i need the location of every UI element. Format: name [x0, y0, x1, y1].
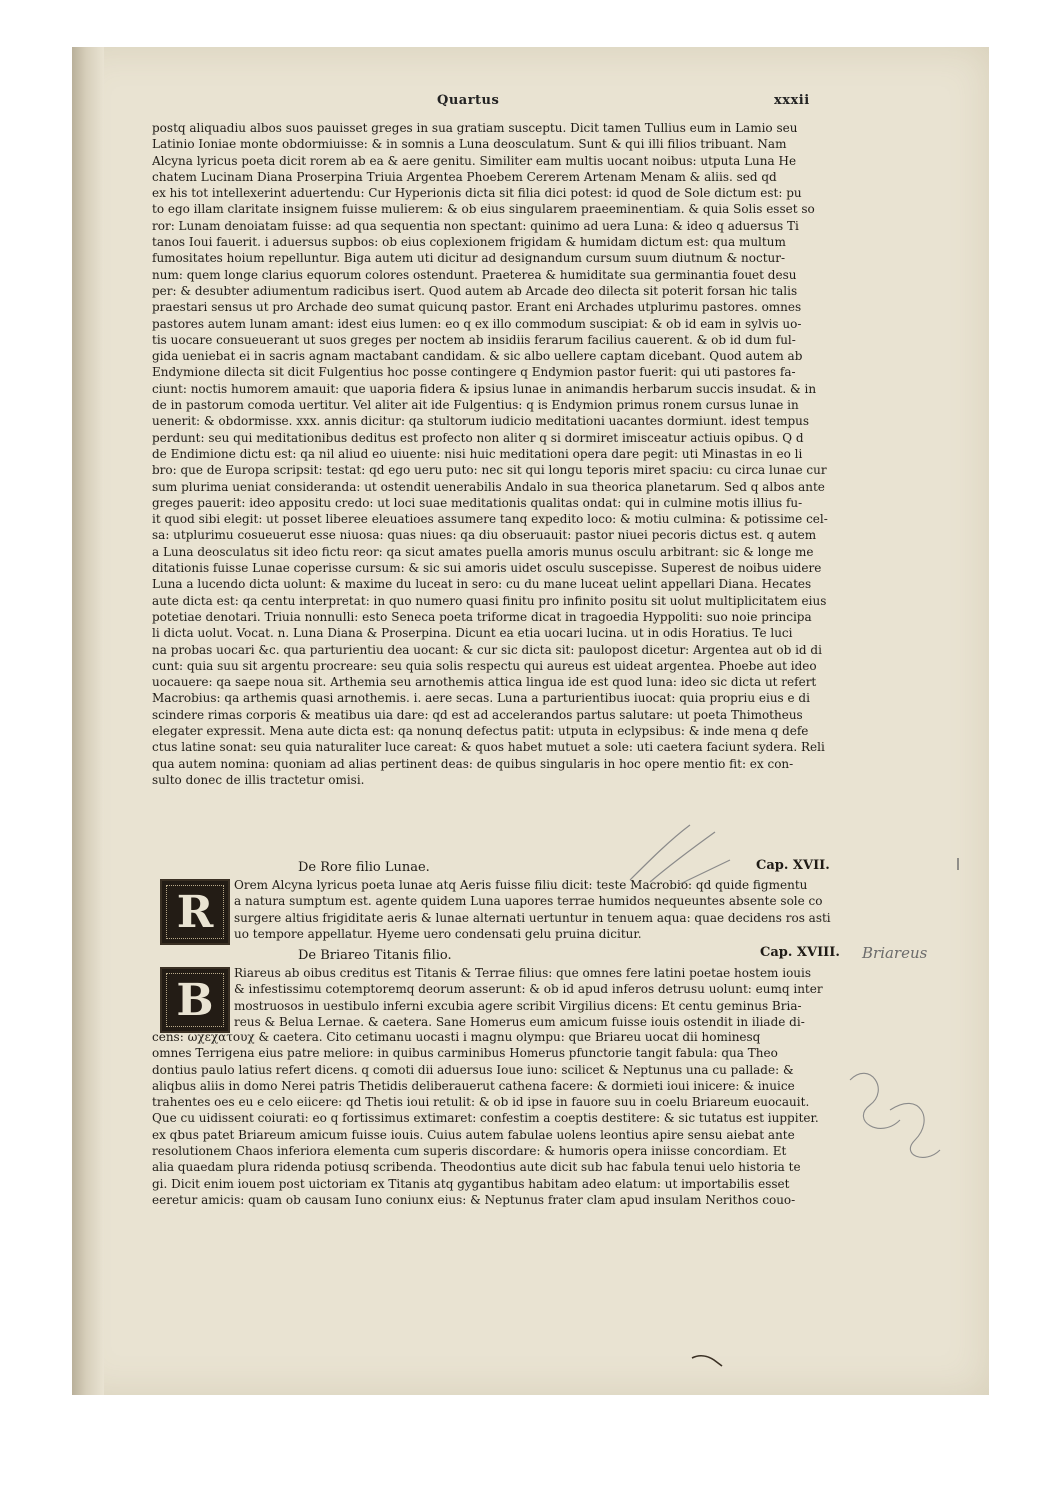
text-line: li dicta uolut. Vocat. n. Luna Diana & Proserpina. Dicunt ea etia uocari lucina. ut in odis Horatius. Te luci	[152, 626, 793, 641]
text-line: trahentes oes eu e celo eiicere: qd Thetis ioui retulit: & ob id ipse in fauore suu in coelu Briareum euocauit.	[152, 1095, 810, 1110]
initial-letter: B	[176, 974, 214, 1026]
text-line: ex qbus patet Briareum amicum fuisse iouis. Cuius autem fabulae uolens leontius apire sensu aiebat ante	[152, 1127, 795, 1142]
text-line: gida ueniebat ei in sacris agnam mactabant candidam. & sic albo uellere captam dicebant. Quod autem ab	[152, 349, 803, 364]
text-line: ror: Lunam denoiatam fuisse: ad qua sequentia non spectant: quinimo ad uera Luna: & ideo q aduersus Ti	[152, 218, 799, 233]
text-line: tanos Ioui fauerit. i aduersus supbos: ob eius coplexionem frigidam & humidam dictum est: qua multum	[152, 235, 786, 250]
text-line: praestari sensus ut pro Archade deo sumat quicunq pastor. Erant eni Archades utplurimu pastores. omnes	[152, 300, 802, 315]
text-line: postq aliquadiu albos suos pauisset greges in sua gratiam susceptu. Dicit tamen Tullius eum in Lamio seu	[152, 121, 798, 135]
text-line: pastores autem lunam amant: idest eius lumen: eo q ex illo commodum suscipiat: & ob id eam in sylvis uo-	[152, 316, 802, 331]
text-line: ctus latine sonat: seu quia naturaliter luce careat: & quos habet mutuet a sole: uti caetera faciunt sydera. Reli	[152, 740, 825, 755]
text-line: aliqbus aliis in domo Nerei patris Thetidis deliberauerut cathena facere: & dormieti ioui inicere: & inuice	[152, 1078, 795, 1093]
text-line: chatem Lucinam Diana Proserpina Triuia Argentea Phoebem Cererem Artenam Menam & aliis. sed qd	[152, 169, 777, 184]
text-line: uocauere: qa saepe noua sit. Arthemia seu arnothemis attica lingua ide est quod luna: ideo sic dicta ut refert	[152, 675, 817, 690]
text-line: tis uocare consueuerant ut suos greges per noctem ab insidiis ferarum facilius cauerent. & ob id dum ful-	[152, 332, 796, 347]
text-line: sa: utplurimu cosueuerut esse niuosa: quas niues: qa diu obseruauit: pastor niuei pecoris dictus est. q autem	[152, 528, 817, 543]
chapter-18-text	[234, 965, 860, 1030]
text-line: aute dicta est: qa centu interpretat: in quo numero quasi finitu pro infinito positu sit uolut multiplicitatem eius	[152, 593, 827, 608]
text-line: reus & Belua Lernae. & caetera. Sane Homerus eum amicum fuisse iouis ostendit in iliade di-	[234, 1014, 805, 1029]
text-line: sum plurima ueniat consideranda: ut ostendit uenerabilis Andalo in sua theorica planetarum. Sed q albos ante	[152, 479, 825, 494]
chapter-18-cap-label: Cap. XVIII.	[760, 945, 840, 960]
text-line: cens: ωχεχατουχ & caetera. Cito cetimanu uocasti i magnu olympu: que Briareu uocat dii hominesq	[152, 1030, 761, 1044]
text-line: a natura sumptum est. agente quidem Luna uapores terrae humidos nequeuntes absente sole co	[234, 894, 823, 909]
text-line: elegater expressit. Mena aute dicta est: qa nonunq defectus patit: utputa in eclypsibus: & inde mena q defe	[152, 723, 809, 738]
text-line: surgere altius frigiditate aeris & lunae alternati uertuntur in tenuem aqua: quae decidens ros asti	[234, 910, 831, 925]
handwritten-marginal-note: Briareus	[862, 944, 928, 962]
text-line: de Endimione dictu est: qa nil aliud eo uiuente: nisi huic meditationi opera dare pegit: uti Minastas in eo li	[152, 446, 803, 461]
text-line: sulto donec de illis tractetur omisi.	[152, 772, 365, 787]
text-line: potetiae denotari. Triuia nonnulli: esto Seneca poeta triforme dicat in tragoedia Hyppoliti: suo noie principa	[152, 609, 812, 624]
text-line: Luna a lucendo dicta uolunt: & maxime du luceat in sero: cu du mane luceat uelint appellari Diana. Hecates	[152, 577, 812, 592]
chapter-18-text-continued	[152, 1029, 860, 1208]
handwritten-flourish-mark	[620, 820, 740, 890]
text-line: ex his tot intellexerint aduertendu: Cur Hyperionis dicta sit filia dici potest: id quod de Sole dictum est: pu	[152, 186, 802, 201]
chapter-17-cap-label: Cap. XVII.	[756, 858, 830, 873]
text-line: scindere rimas corporis & meatibus uia dare: qd est ad accelerandos partus salutare: ut poeta Thimotheus	[152, 707, 803, 722]
folio-number: xxxii	[774, 93, 810, 108]
text-line: gi. Dicit enim iouem post uictoriam ex Titanis atq gygantibus habitam adeo elatum: ut importabilis esset	[152, 1176, 790, 1191]
text-line: Alcyna lyricus poeta dicit rorem ab ea & aere genitu. Similiter eam multis uocant noibus: utputa Luna He	[152, 153, 797, 168]
decorated-initial-r	[160, 879, 230, 945]
text-line: Macrobius: qa arthemis quasi arnothemis. i. aere secas. Luna a parturientibus iuocat: quia propriu eius e di	[152, 691, 810, 706]
text-line: greges pauerit: ideo appositu credo: ut loci suae meditationis qualitas ondat: qui in culmine motis illius fu-	[152, 495, 803, 510]
text-line: de in pastorum comoda uertitur. Vel aliter ait ide Fulgentius: q is Endymion primus ronem cursus lunae in	[152, 398, 799, 413]
text-line: it quod sibi elegit: ut posset liberee eleuatioes assumere tanq expedito loco: & motiu culmina: & potissime cel-	[152, 512, 828, 527]
text-line: resolutionem Chaos inferiora elementa cum superis discordare: & humoris opera iniisse concordiam. Et	[152, 1144, 787, 1159]
text-line: ditationis fuisse Lunae coperisse cursum: & sic sui amoris uidet osculu suscepisse. Superest de noibus uidere	[152, 561, 822, 576]
text-line: to ego illam claritate insignem fuisse mulierem: & ob eius singularem praeeminentiam. & quia Solis esset so	[152, 202, 815, 217]
text-line: Que cu uidissent coiurati: eo q fortissimus extimaret: confestim a coeptis destitere: & sic tutatus est iuppiter.	[152, 1111, 819, 1126]
text-line: Latinio Ioniae monte obdormiuisse: & in somnis a Luna deosculatum. Sunt & qui illi filios tribuant. Nam	[152, 137, 787, 152]
small-ink-mark	[690, 1350, 730, 1370]
edge-ink-mark	[955, 858, 961, 872]
text-line: mostruosos in uestibulo inferni excubia agere scribit Virgilius dicens: Et centu geminus Bria-	[234, 998, 802, 1013]
text-line: a Luna deosculatus sit ideo fictu reor: qa sicut amates puella amoris munus osculu arbitrant: sic & longe me	[152, 544, 814, 559]
text-line: & infestissimu cotemptoremq deorum asserunt: & ob id apud inferos detrusu uolunt: eumq inter	[234, 982, 823, 997]
text-line: Riareus ab oibus creditus est Titanis & Terrae filius: que omnes fere latini poetae hostem iouis	[234, 966, 812, 980]
text-line: bro: que de Europa scripsit: testat: qd ego ueru puto: nec sit qui longu teporis miret spaciu: cu circa lunae cur	[152, 463, 827, 478]
text-line: num: quem longe clarius equorum colores ostendunt. Praeterea & humiditate sua germinantia fouet desu	[152, 267, 797, 282]
chapter-18-heading: De Briareo Titanis filio.	[298, 948, 452, 963]
text-line: perdunt: seu qui meditationibus deditus est profecto non aliter q si dormiret imisceatur actiuis opibus. Q d	[152, 430, 804, 445]
text-line: na probas uocari &c. qua parturientiu dea uocant: & cur sic dicta sit: paulopost dicetur: Argentea aut ob id di	[152, 642, 822, 657]
decorated-initial-b	[160, 967, 230, 1033]
text-line: dontius paulo latius refert dicens. q comoti dii aduersus Ioue iuno: scilicet & Neptunus una cu pallade: &	[152, 1062, 794, 1077]
text-line: omnes Terrigena eius patre meliore: in quibus carminibus Homerus pfunctorie tangit fabula: qua Theo	[152, 1046, 778, 1061]
text-line: alia quaedam plura ridenda potiusq scribenda. Theodontius aute dicit sub hac fabula tenui uelo historia te	[152, 1160, 801, 1175]
initial-letter: R	[176, 886, 214, 938]
text-line: ciunt: noctis humorem amauit: que uaporia fidera & ipsius lunae in animandis herbarum succis insudat. & in	[152, 381, 817, 396]
chapter-17-text	[234, 877, 860, 942]
text-line: uo tempore appellatur. Hyeme uero condensati gelu pruina dicitur.	[234, 926, 642, 941]
chapter-17-heading: De Rore filio Lunae.	[298, 860, 430, 875]
text-line: eeretur amicis: quam ob causam Iuno coniunx eius: & Neptunus frater clam apud insulam Nerithos couo-	[152, 1192, 796, 1207]
main-text-block	[152, 120, 860, 788]
text-line: per: & desubter adiumentum radicibus isert. Quod autem ab Arcade deo dilecta sit poterit forsan hic talis	[152, 283, 798, 298]
text-line: Orem Alcyna lyricus poeta lunae atq Aeris fuisse filiu dicit: teste Macrobio: qd quide figmentu	[234, 878, 808, 892]
text-line: fumositates hoium repelluntur. Biga autem uti dicitur ad designandum cursum suum diutnum & noctur-	[152, 251, 786, 266]
text-line: Endymione dilecta sit dicit Fulgentius hoc posse contingere q Endymion pastor fuerit: qui uti pastores fa-	[152, 365, 796, 380]
text-line: uenerit: & obdormisse. xxx. annis dicitur: qa stultorum iudicio meditationi uacantes dormiunt. idest tempus	[152, 414, 810, 429]
running-head-title: Quartus	[437, 93, 500, 108]
text-line: cunt: quia suu sit argentu procreare: seu quia solis respectu qui aureus est uideat argentea. Phoebe aut ideo	[152, 658, 817, 673]
text-line: qua autem nomina: quoniam ad alias pertinent deas: de quibus singularis in hoc opere mentio fit: ex con-	[152, 756, 794, 771]
handwritten-scribble-mark	[830, 1060, 950, 1170]
